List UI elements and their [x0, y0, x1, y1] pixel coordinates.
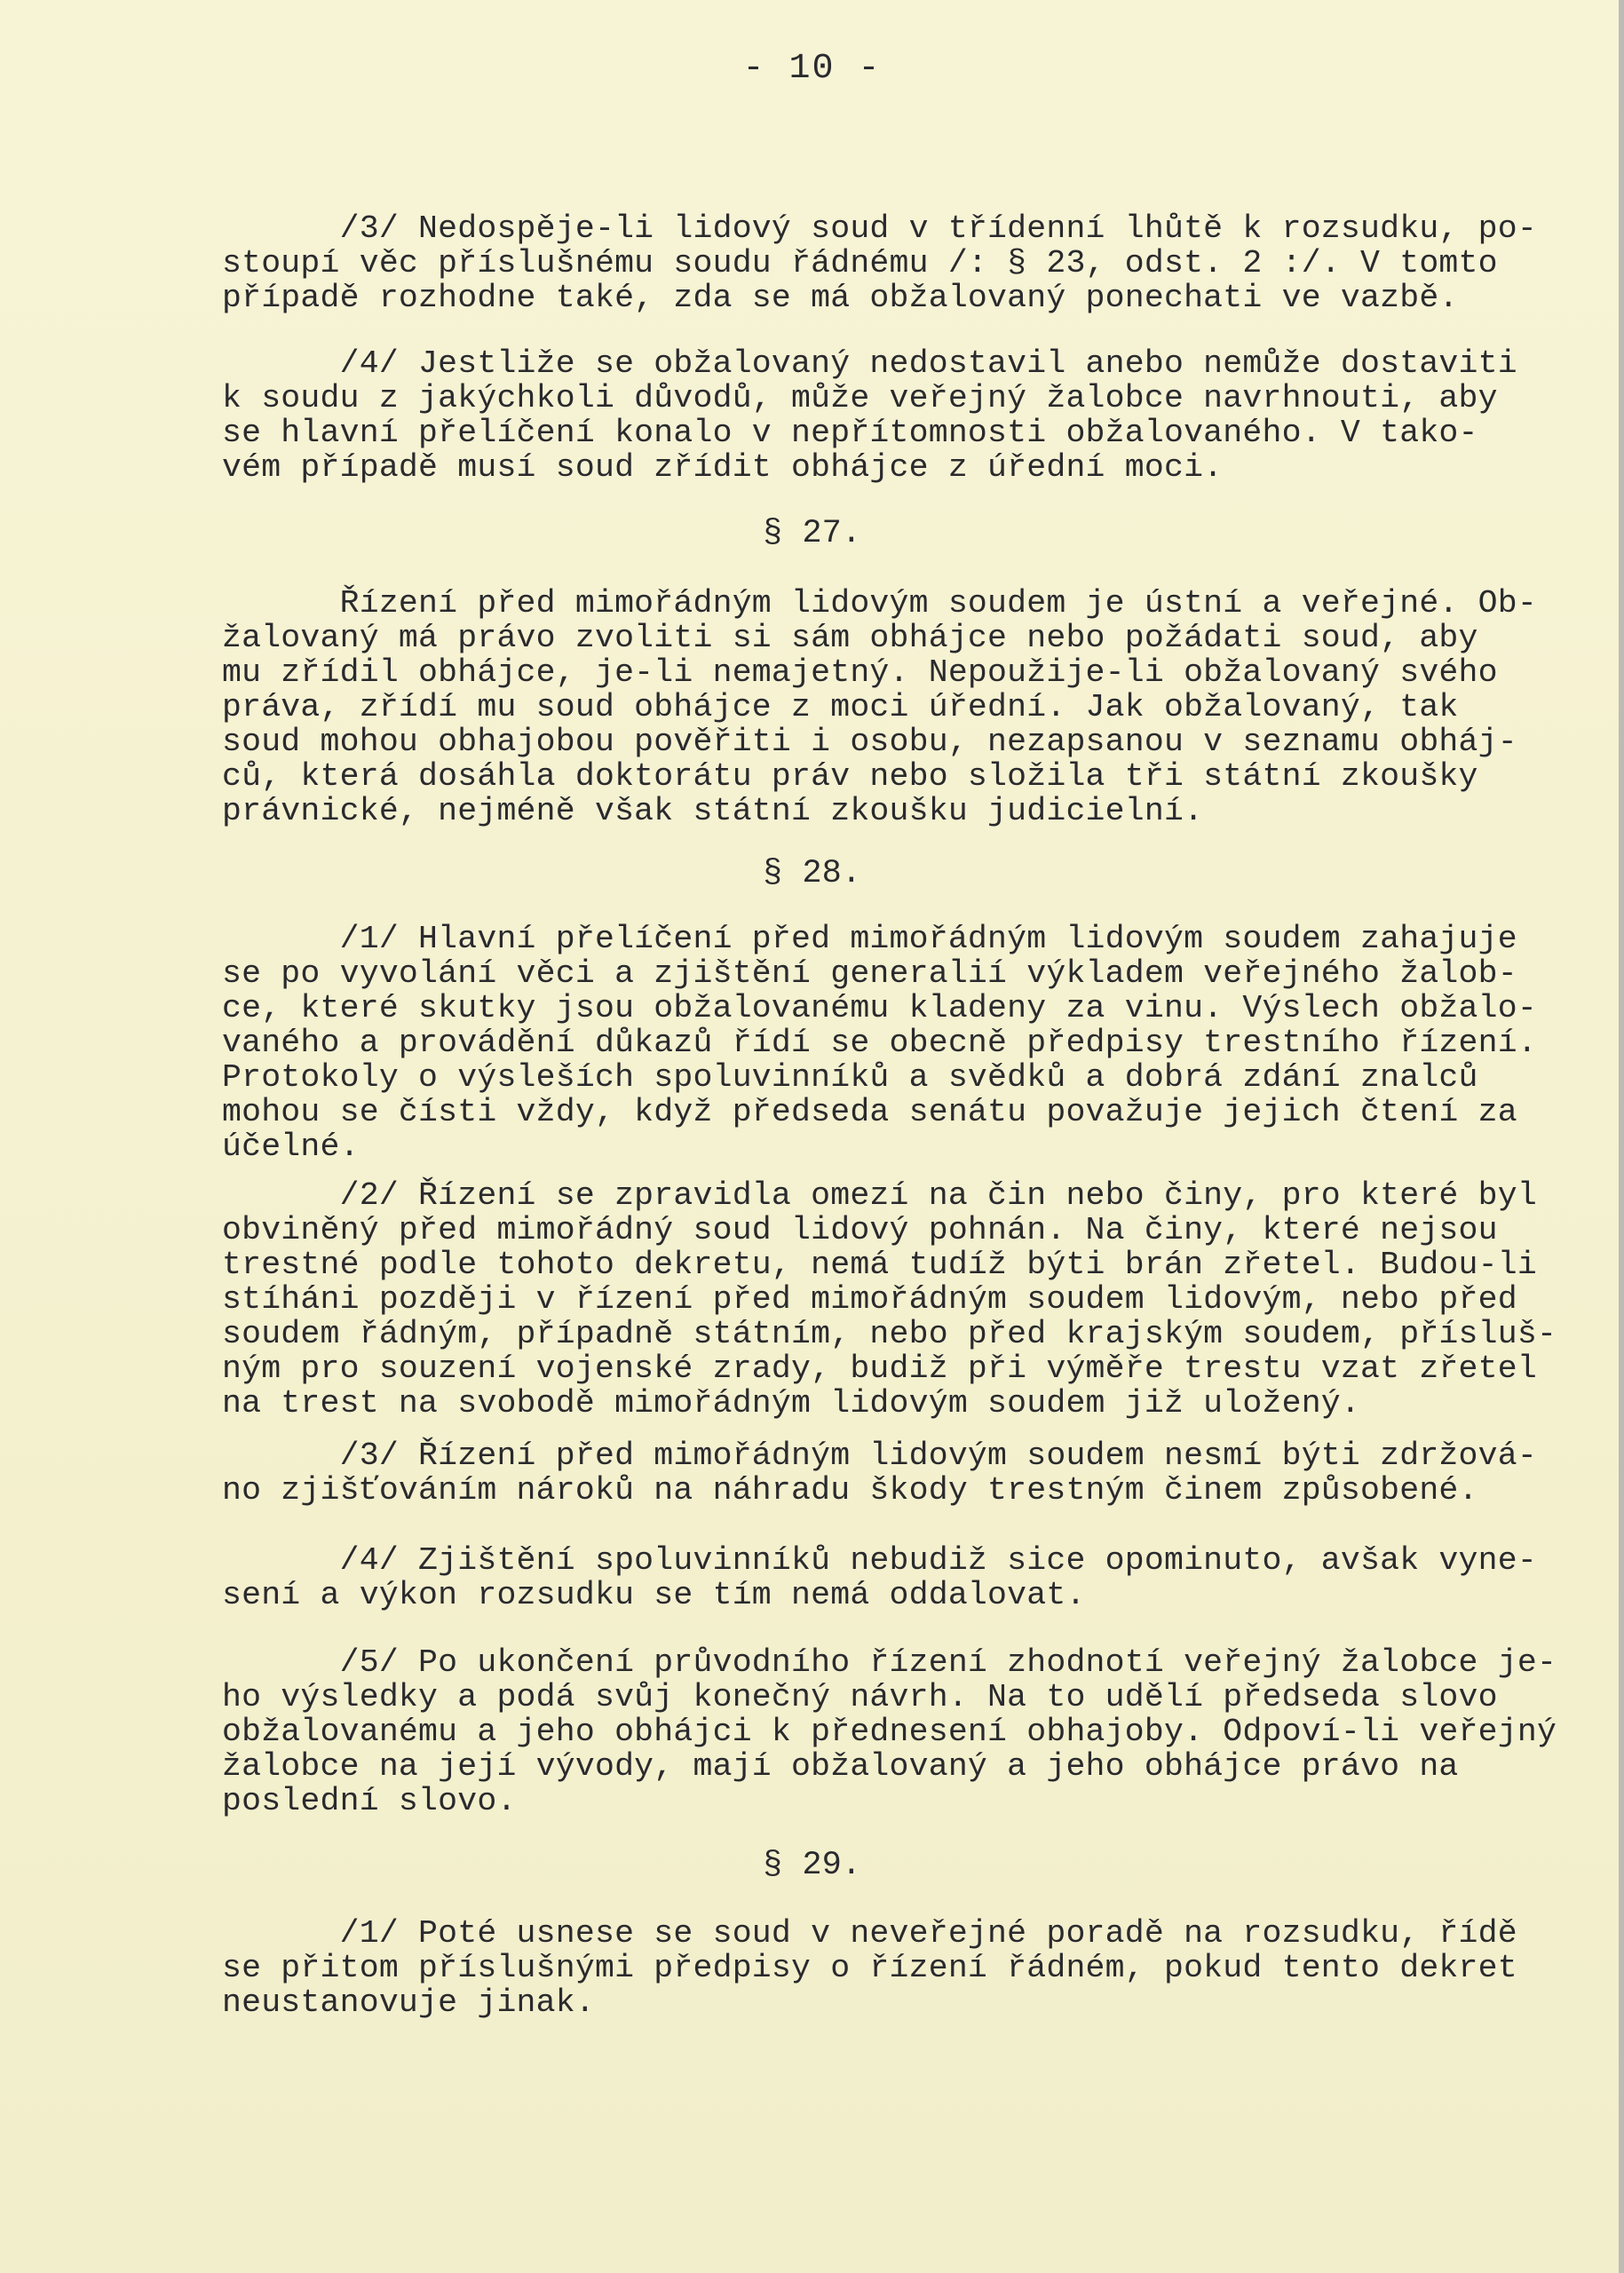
paragraph-28-3: /3/ Řízení před mimořádným lidovým soudem nesmí býti zdržová- no zjišťováním nároků na náhradu škody trestným činem způsobené. — [222, 1437, 1537, 1509]
paragraph-28-4: /4/ Zjištění spoluvinníků nebudiž sice opominuto, avšak vyne- sení a výkon rozsudku se tím nemá oddalovat. — [222, 1542, 1537, 1613]
page-number: - 10 - — [742, 49, 882, 89]
paragraph-27: Řízení před mimořádným lidovým soudem je ústní a veřejné. Ob- žalovaný má právo zvoliti si sám obhájce nebo požádati soud, aby mu zřídil obhájce, je-li nemajetný. Nepoužije-li obžalovaný svého práva, zřídí mu soud obhájce z moci úřední. Jak obžalovaný, tak soud mohou obhajobou pověřiti i osobu, nezapsanou v seznamu obháj- ců, která dosáhla doktorátu práv nebo složila tři státní zkoušky právnické, nejméně však státní zkoušku judicielní. — [222, 585, 1537, 829]
paragraph-29-1: /1/ Poté usnese se soud v neveřejné poradě na rozsudku, řídě se přitom příslušnými předpisy o řízení řádném, pokud tento dekret neustanovuje jinak. — [222, 1915, 1517, 2021]
paragraph-28-2: /2/ Řízení se zpravidla omezí na čin nebo činy, pro které byl obviněný před mimořádný soud lidový pohnán. Na činy, které nejsou trestné podle tohoto dekretu, nemá tudíž býti brán zřetel. Budou-li stíháni později v řízení před mimořádným soudem lidovým, nebo před soudem řádným, případně státním, nebo před krajským soudem, přísluš- ným pro souzení vojenské zrady, budiž při výměře trestu vzat zřetel na trest na svobodě mimořádným lidovým soudem již uložený. — [222, 1177, 1557, 1422]
paragraph-26-3: /3/ Nedospěje-li lidový soud v třídenní lhůtě k rozsudku, po- stoupí věc příslušnému soudu řádnému /: § 23, odst. 2 :/. V tomto případě rozhodne také, zda se má obžalovaný ponechati ve vazbě. — [222, 210, 1537, 316]
paragraph-26-4: /4/ Jestliže se obžalovaný nedostavil anebo nemůže dostaviti k soudu z jakýchkoli důvodů, může veřejný žalobce navrhnouti, aby se hlavní přelíčení konalo v nepřítomnosti obžalovaného. V tako- vém případě musí soud zřídit obhájce z úřední moci. — [222, 345, 1517, 486]
paragraph-28-5: /5/ Po ukončení průvodního řízení zhodnotí veřejný žalobce ho výsledky a podá svůj konečný návrh. Na to udělí předseda slovo obžalovanému a jeho obhájci k přednesení obhajoby. Odpoví-li veřejný žalobce na její vývody, mají obžalovaný a jeho obhájce právo na poslední slovo. — [222, 1644, 1557, 1819]
section-heading-28: § 28. — [762, 855, 862, 892]
paragraph-28-1: /1/ Hlavní přelíčení před mimořádným lidovým soudem zahajuje se po vyvolání věci a zjištění generalií výkladem veřejného žalob- ce, které skutky jsou obžalovanému kladeny za vinu. Výslech obžalo- vaného a provádění důkazů řídí se obecně předpisy trestního řízení. Protokoly o výsleších spoluvinníků a svědků a dobrá zdání znalců mohou se čísti vždy, když předseda senátu považuje jejich čtení za účelné. — [222, 921, 1537, 1165]
section-heading-29: § 29. — [762, 1847, 862, 1884]
page-edge — [1619, 0, 1624, 2273]
section-heading-27: § 27. — [762, 515, 862, 552]
